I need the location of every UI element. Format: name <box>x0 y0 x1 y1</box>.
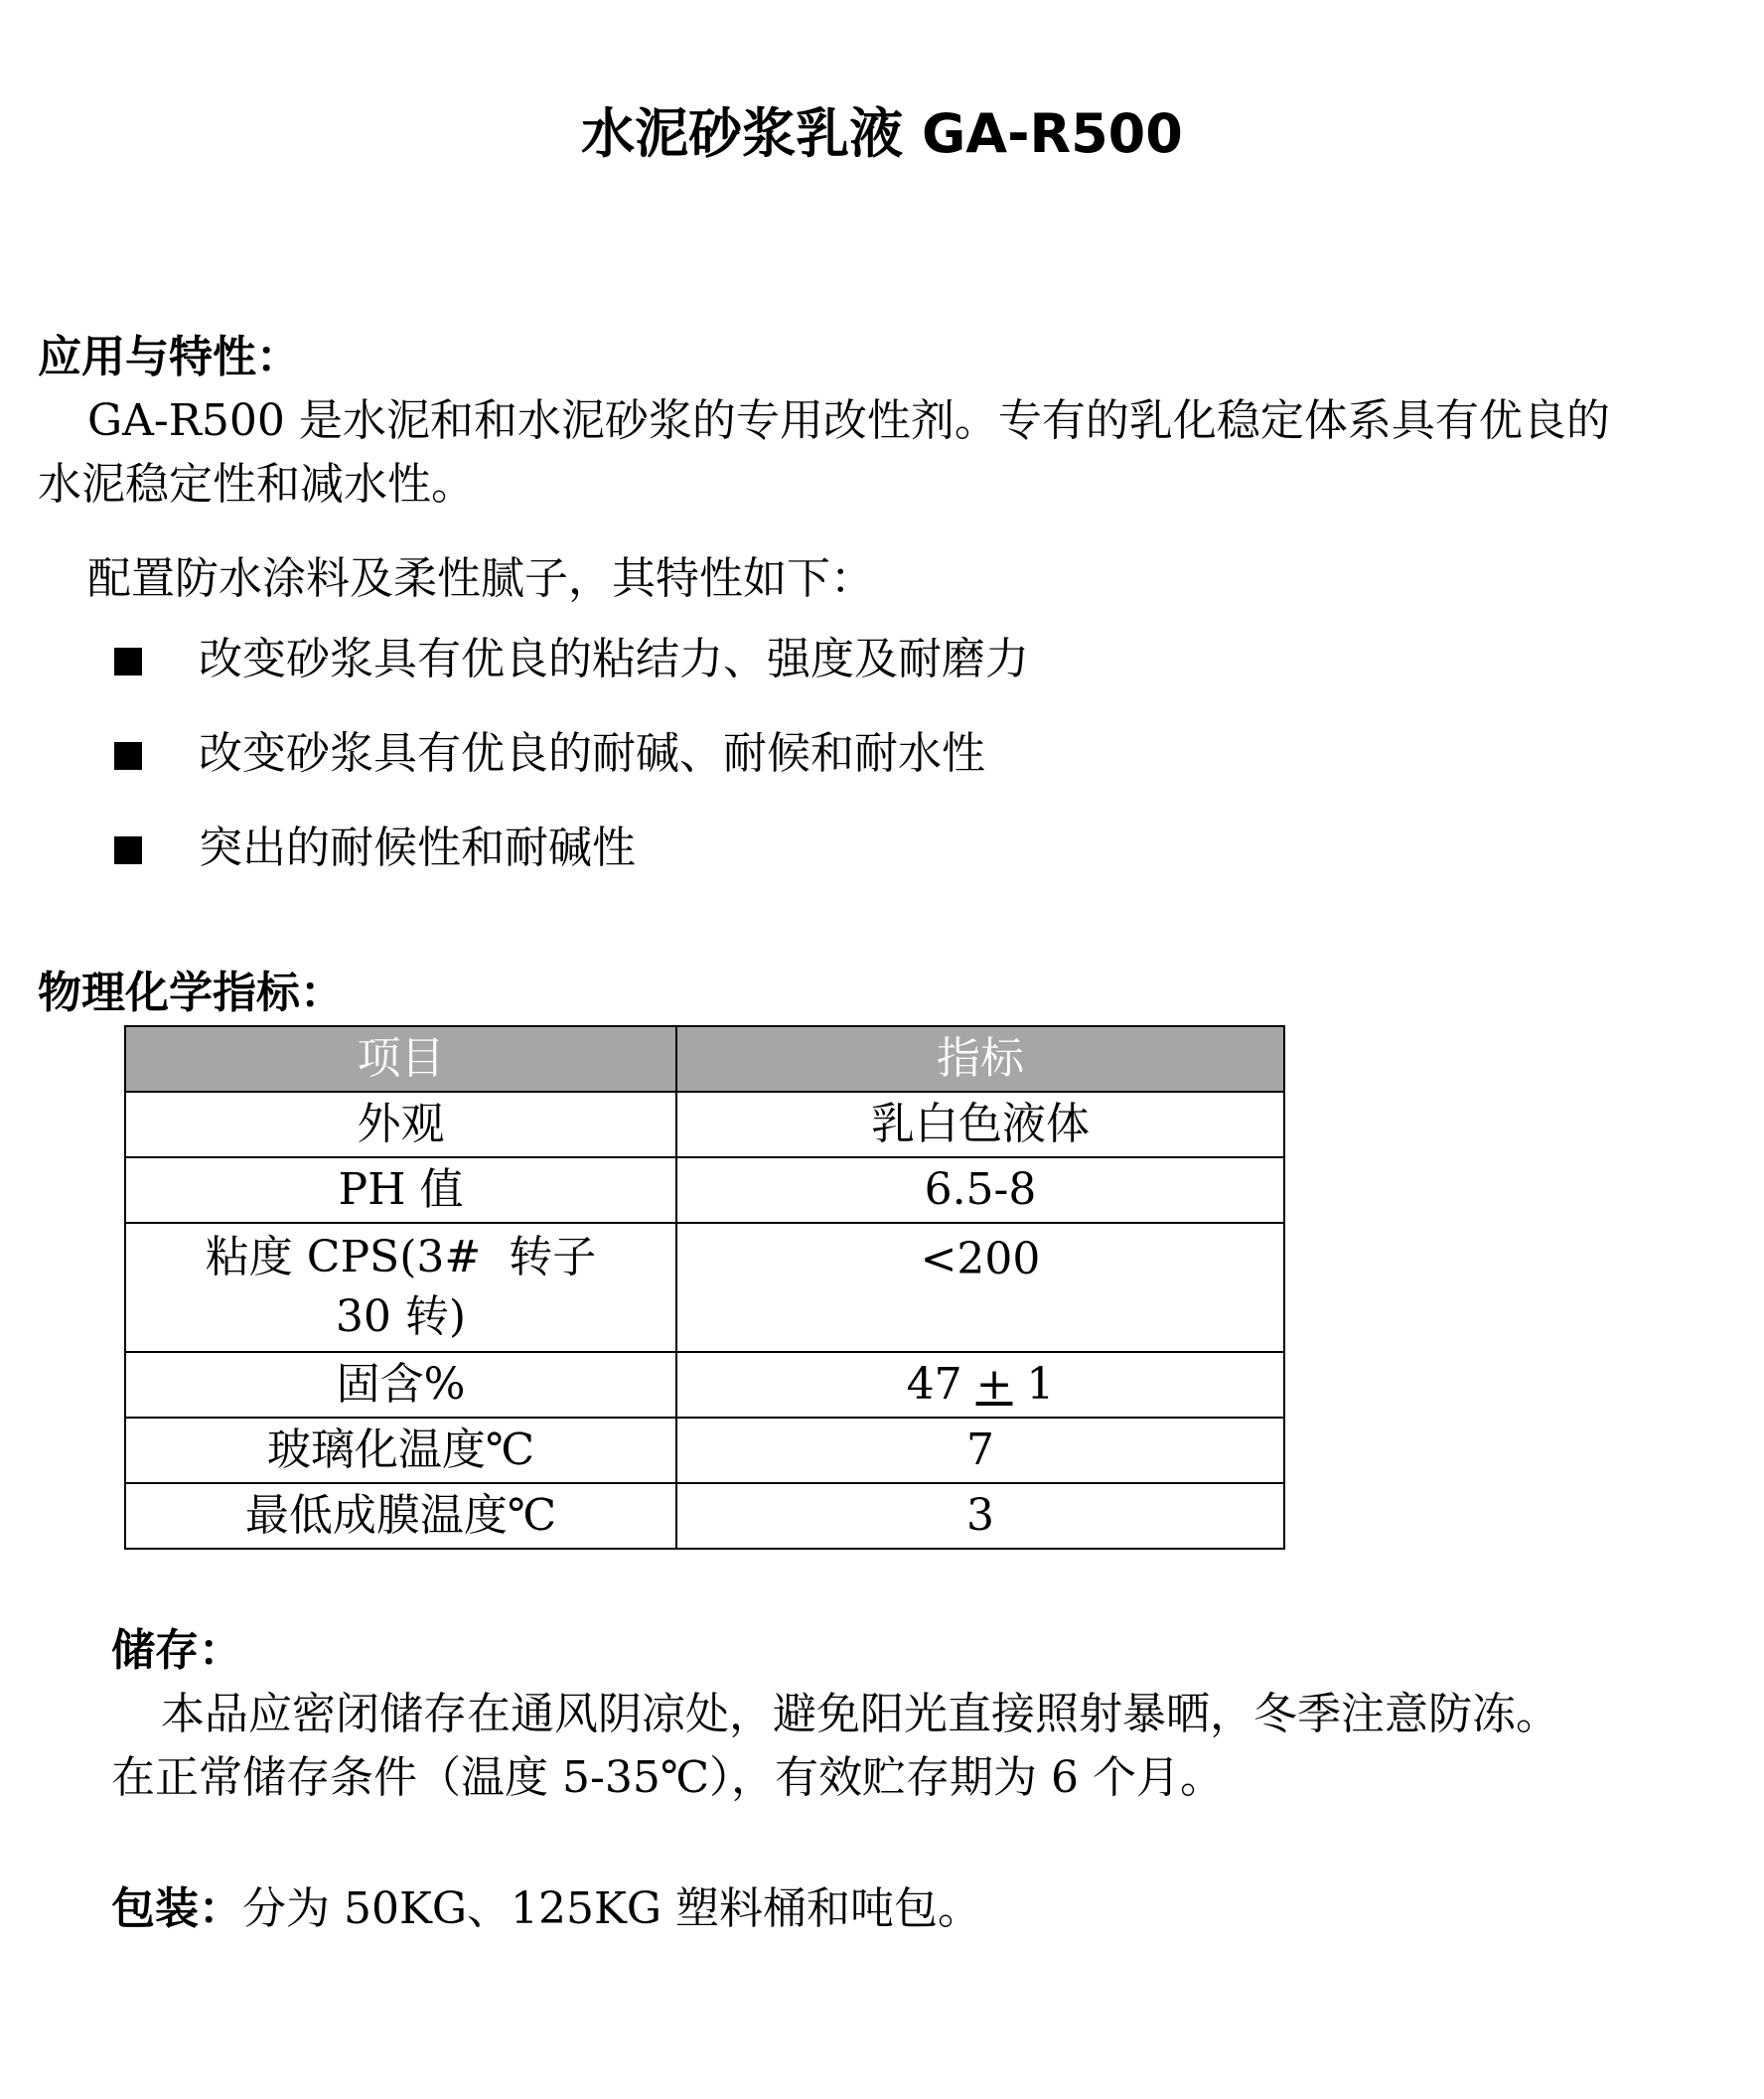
row-value <box>676 1352 1284 1418</box>
row-item: 粘度 CPS(3# 转子 30 转) <box>125 1223 676 1352</box>
packaging-line <box>111 1879 981 1939</box>
row-item: PH 值 <box>125 1157 676 1223</box>
table-header-row <box>125 1026 1284 1092</box>
table-row <box>125 1483 1284 1549</box>
value-main: 47 <box>906 1359 976 1410</box>
column-header-value: 指标 <box>676 1026 1284 1092</box>
row-item: 玻璃化温度℃ <box>125 1418 676 1483</box>
row-value: 乳白色液体 <box>676 1092 1284 1157</box>
bullet-marker <box>114 836 142 868</box>
bullet-marker <box>114 742 142 774</box>
bullet-marker <box>114 648 142 679</box>
application-paragraph-line1: GA-R500 是水泥和和水泥砂浆的专用改性剂。专有的乳化稳定体系具有优良的 <box>87 395 1610 446</box>
row-value: 7 <box>676 1418 1284 1483</box>
table-row <box>125 1418 1284 1483</box>
section-heading-storage: 储存： <box>111 1625 242 1676</box>
storage-line2: 在正常储存条件（温度 5-35℃），有效贮存期为 6 个月。 <box>111 1752 1225 1803</box>
page-title: 水泥砂浆乳液 GA-R500 <box>581 102 1183 165</box>
spec-table <box>124 1025 1285 1550</box>
bullet-item: 突出的耐候性和耐碱性 <box>199 823 636 873</box>
section-heading-packaging: 包装： <box>111 1883 242 1934</box>
plus-minus-sign: + <box>975 1359 1013 1410</box>
bullet-item: 改变砂浆具有优良的粘结力、强度及耐磨力 <box>199 634 1029 684</box>
packaging-text: 分为 50KG、125KG 塑料桶和吨包。 <box>242 1883 981 1934</box>
bullet-item: 改变砂浆具有优良的耐碱、耐候和耐水性 <box>199 728 985 779</box>
storage-line1: 本品应密闭储存在通风阴凉处，避免阳光直接照射暴晒，冬季注意防冻。 <box>161 1689 1559 1739</box>
application-intro: 配置防水涂料及柔性腻子，其特性如下： <box>87 553 874 604</box>
value-tail: 1 <box>1012 1359 1055 1410</box>
table-row <box>125 1092 1284 1157</box>
table-row <box>125 1223 1284 1352</box>
table-row <box>125 1157 1284 1223</box>
row-item: 外观 <box>125 1092 676 1157</box>
row-item: 固含% <box>125 1352 676 1418</box>
row-value: 3 <box>676 1483 1284 1549</box>
row-item: 最低成膜温度℃ <box>125 1483 676 1549</box>
row-value: <200 <box>676 1223 1284 1352</box>
row-value: 6.5-8 <box>676 1157 1284 1223</box>
section-heading-specs: 物理化学指标： <box>38 968 344 1018</box>
table-row <box>125 1352 1284 1418</box>
section-heading-application: 应用与特性： <box>38 332 300 382</box>
column-header-item: 项目 <box>125 1026 676 1092</box>
application-paragraph-line2: 水泥稳定性和减水性。 <box>38 459 475 510</box>
